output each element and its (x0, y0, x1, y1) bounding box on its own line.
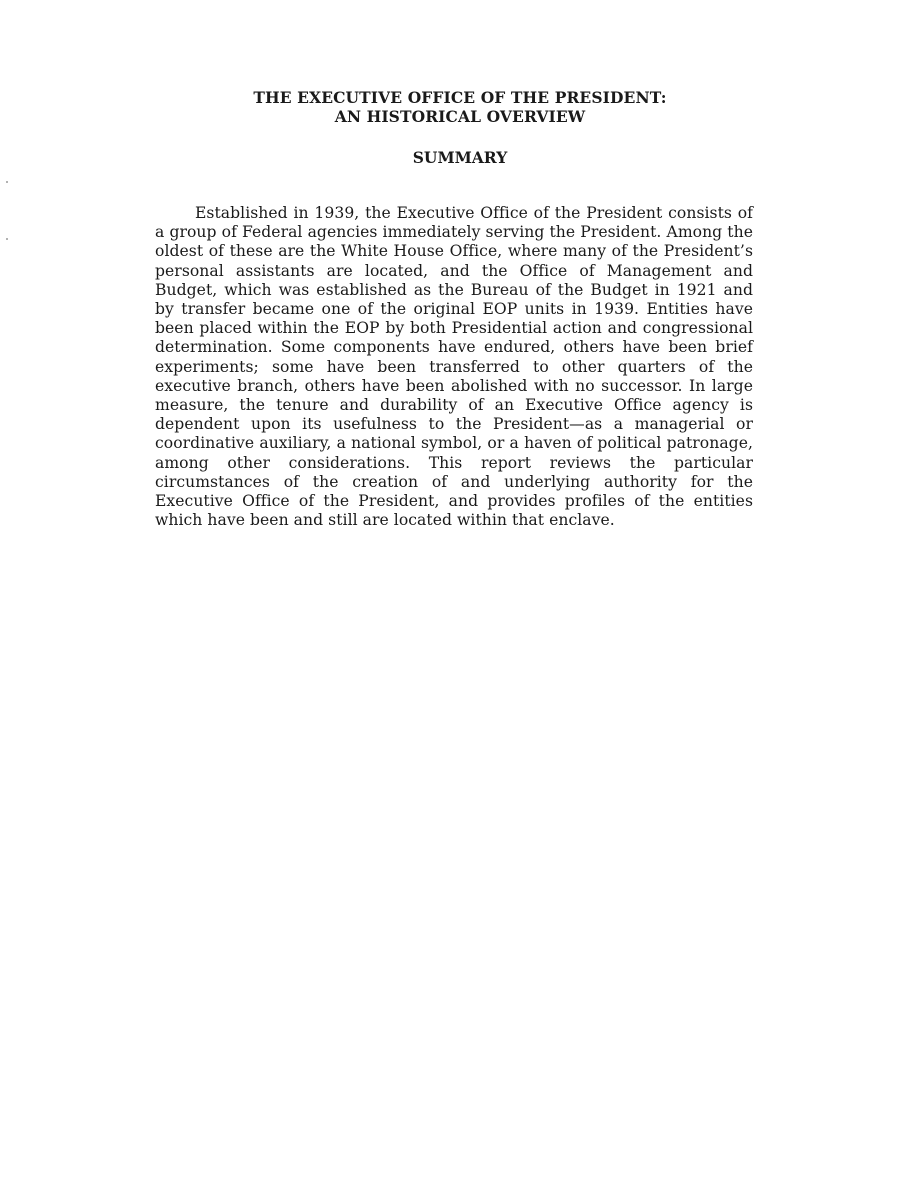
scan-speck (6, 181, 8, 183)
summary-paragraph: Established in 1939, the Executive Office of the President consists of a group of Federal agencies immediately serving the President. Among the oldest of these are the White House Office, where many of the President’s personal assistants are located, and the Office of Management and Budget, which was established as the Bureau of the Budget in 1921 and by transfer became one of the original EOP units in 1939. Entities have been placed within the EOP by both Presidential action and congressional determination. Some components have endured, others have been brief experiments; some have been transferred to other quarters of the executive branch, others have been abolished with no successor. In large measure, the tenure and durability of an Executive Office agency is dependent upon its usefulness to the President—as a managerial or coordinative auxiliary, a national symbol, or a haven of political patronage, among other considerations. This report reviews the particular circumstances of the creation of and underlying authority for the Executive Office of the President, and provides profiles of the entities which have been and still are located within that enclave. (155, 204, 753, 530)
section-heading-summary: SUMMARY (412, 148, 508, 167)
title-line-2: AN HISTORICAL OVERVIEW (334, 107, 586, 126)
document-title (140, 88, 780, 126)
title-line-1: THE EXECUTIVE OFFICE OF THE PRESIDENT: (253, 88, 667, 107)
scan-speck (6, 238, 8, 240)
